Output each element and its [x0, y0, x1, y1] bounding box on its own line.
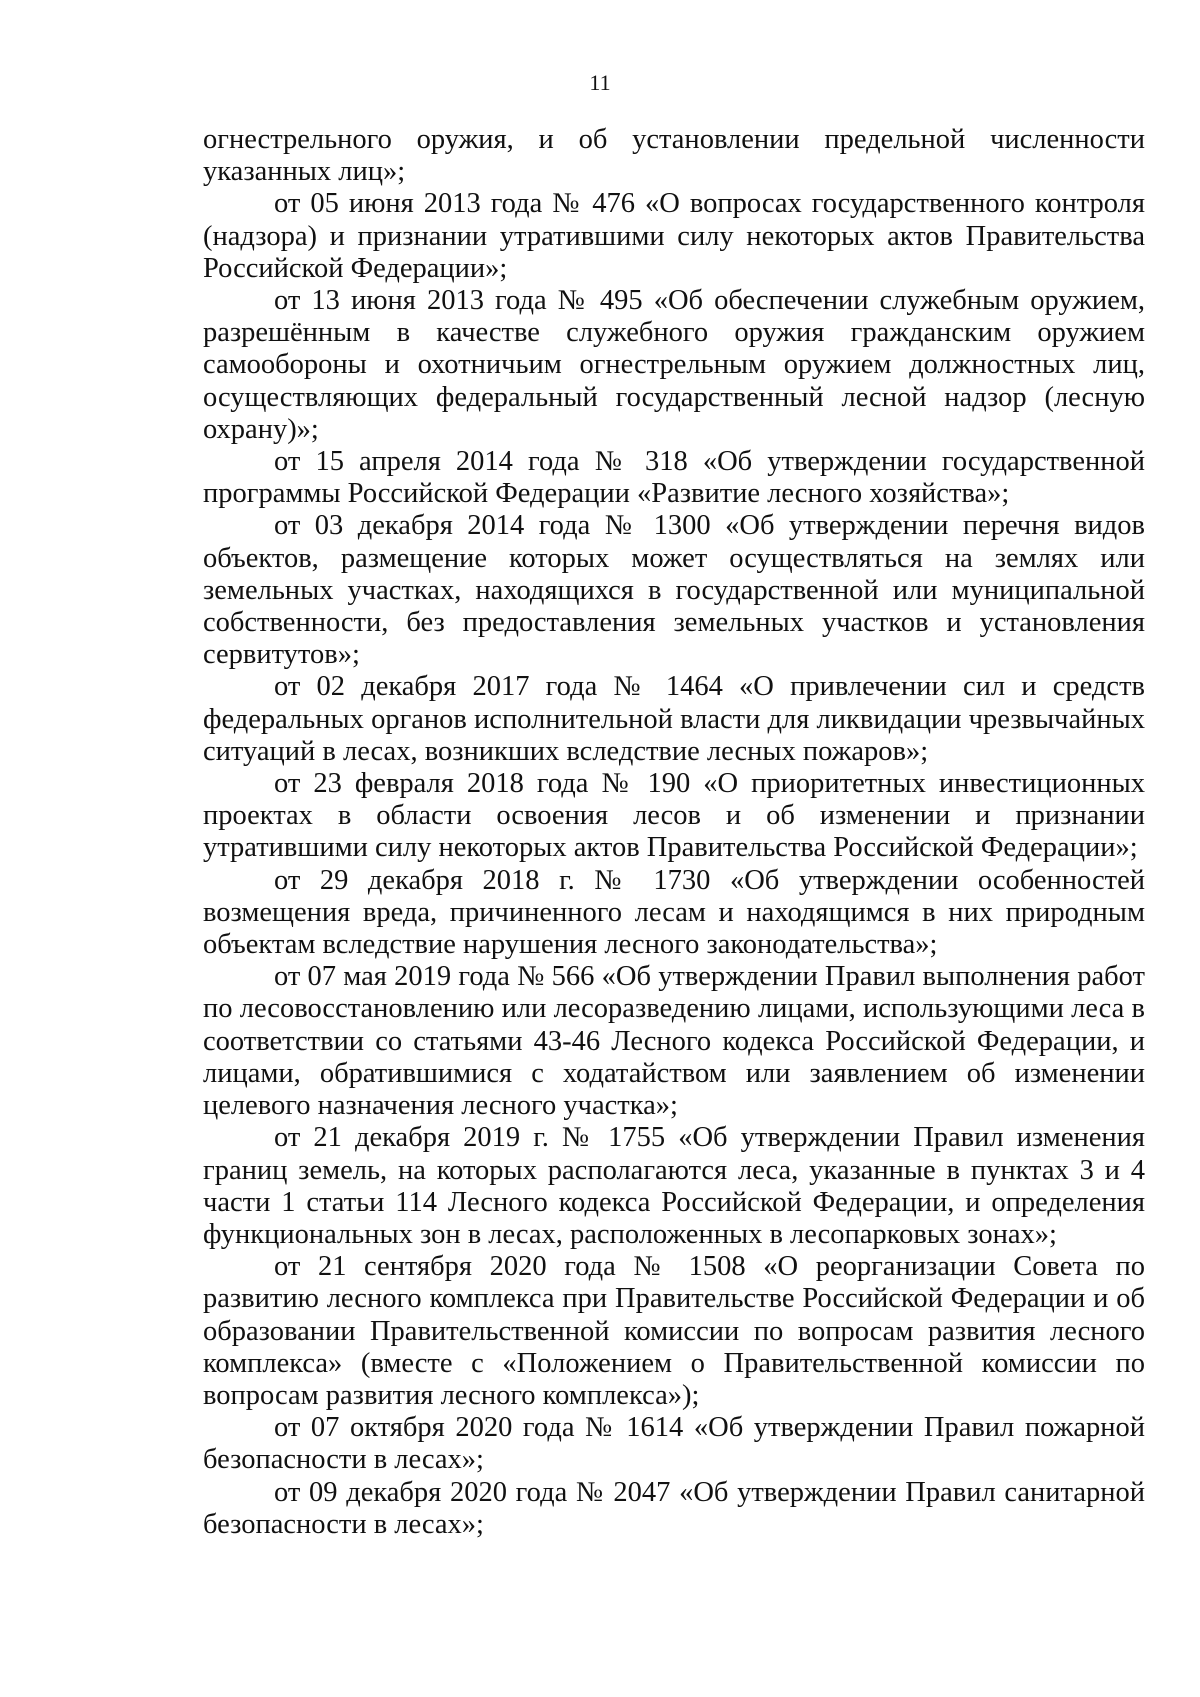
paragraph-decree-1755: от 21 декабря 2019 г. № 1755 «Об утверждении Правил изменения границ земель, на которых располагаются леса, указанные в пунктах 3 и 4 части 1 статьи 114 Лесного кодекса Российской Федерации, и определения функциональных зон в лесах, расположенных в лесопарковых зонах»;	[203, 1122, 1145, 1250]
document-body	[203, 124, 1145, 1541]
paragraph-decree-1730: от 29 декабря 2018 г. № 1730 «Об утверждении особенностей возмещения вреда, причиненного лесам и находящимся в них природным объектам вследствие нарушения лесного законодательства»;	[203, 864, 1145, 961]
paragraph-decree-318: от 15 апреля 2014 года № 318 «Об утверждении государственной программы Российской Федерации «Развитие лесного хозяйства»;	[203, 446, 1145, 510]
paragraph-decree-476: от 05 июня 2013 года № 476 «О вопросах государственного контроля (надзора) и признании утратившими силу некоторых актов Правительства Российской Федерации»;	[203, 188, 1145, 284]
paragraph-decree-190: от 23 февраля 2018 года № 190 «О приоритетных инвестиционных проектах в области освоения лесов и об изменении и признании утратившими силу некоторых актов Правительства Российской Федерации»;	[203, 768, 1145, 864]
paragraph-decree-495: от 13 июня 2013 года № 495 «Об обеспечении служебным оружием, разрешённым в качестве служебного оружия гражданским оружием самообороны и охотничьим огнестрельным оружием должностных лиц, осуществляющих федеральный государственный лесной надзор (лесную охрану)»;	[203, 285, 1145, 445]
paragraph-decree-1614: от 07 октября 2020 года № 1614 «Об утверждении Правил пожарной безопасности в лесах»;	[203, 1412, 1145, 1476]
page-number: 11	[589, 70, 611, 95]
paragraph-decree-2047: от 09 декабря 2020 года № 2047 «Об утверждении Правил санитарной безопасности в лесах»;	[203, 1476, 1145, 1540]
paragraph-decree-1464: от 02 декабря 2017 года № 1464 «О привлечении сил и средств федеральных органов исполнительной власти для ликвидации чрезвычайных ситуаций в лесах, возникших вследствие лесных пожаров»;	[203, 671, 1145, 767]
paragraph-decree-1300: от 03 декабря 2014 года № 1300 «Об утверждении перечня видов объектов, размещение которых может осуществляться на землях или земельных участках, находящихся в государственной или муниципальной собственности, без предоставления земельных участков и установления сервитутов»;	[203, 510, 1145, 671]
paragraph-continuation: огнестрельного оружия, и об установлении предельной численности указанных лиц»;	[203, 124, 1145, 188]
paragraph-decree-1508: от 21 сентября 2020 года № 1508 «О реорганизации Совета по развитию лесного комплекса при Правительстве Российской Федерации и об образовании Правительственной комиссии по вопросам развития лесного комплекса» (вместе с «Положением о Правительственной комиссии по вопросам развития лесного комплекса»);	[203, 1251, 1145, 1411]
paragraph-decree-566: от 07 мая 2019 года № 566 «Об утверждении Правил выполнения работ по лесовосстановлению или лесоразведению лицами, использующими леса в соответствии со статьями 43-46 Лесного кодекса Российской Федерации, и лицами, обратившимися с ходатайством или заявлением об изменении целевого назначения лесного участка»;	[203, 961, 1145, 1122]
